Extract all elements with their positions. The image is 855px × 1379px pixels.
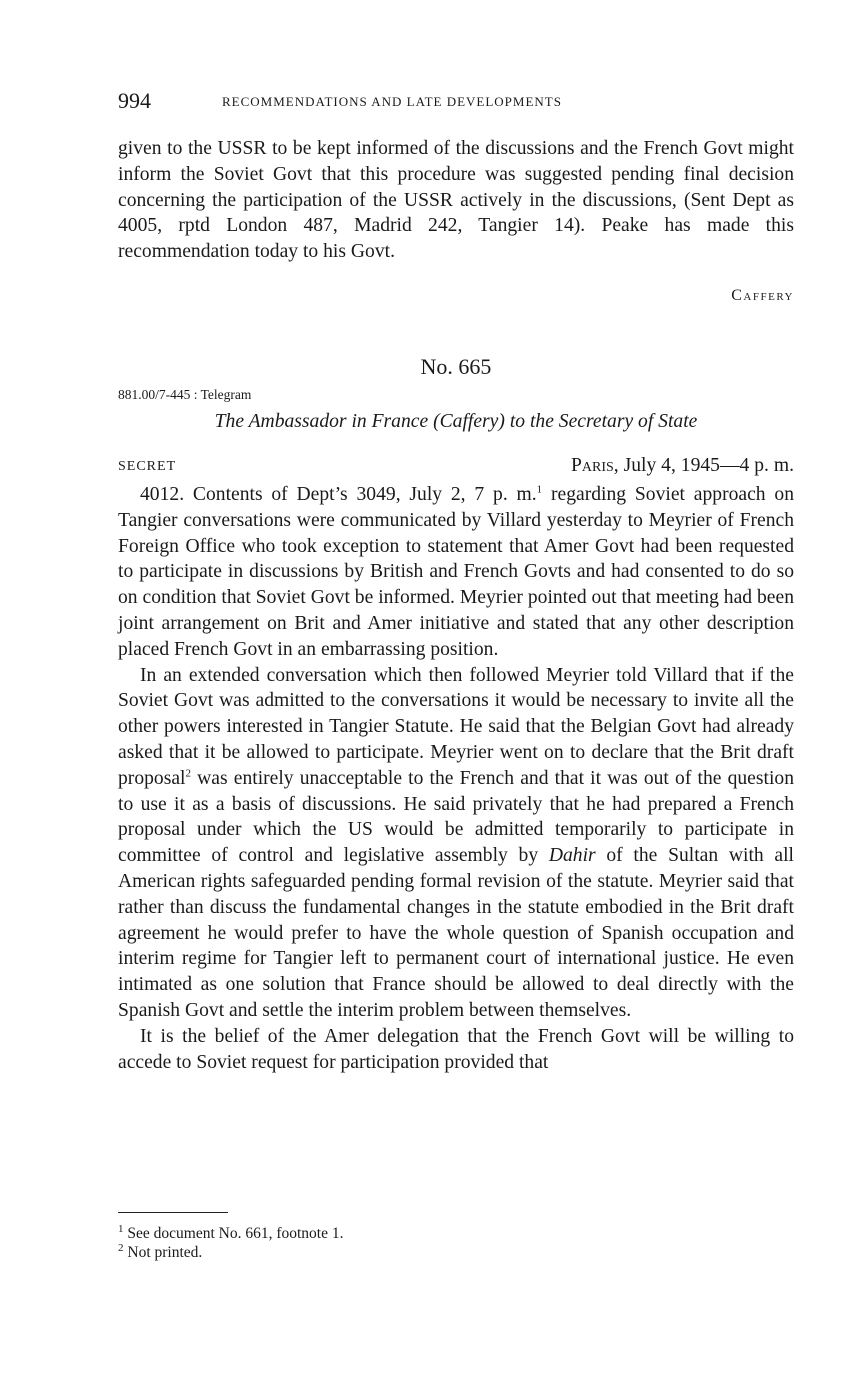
p2-text-c: of the Sultan with all American rights safeguarded pending formal revision of the statute. Meyrier said that rather than discuss the fundamental changes in the statute embodied in the Brit draft agreement he would prefer to have the whole question of Spanish occupation and interim regime for Tangier left to permanent court of international justice. He even intimated as one solution that France should be allowed to deal directly with the Spanish Govt and settle the interim problem between themselves. xyxy=(118,845,794,1021)
body-paragraph-1 xyxy=(118,482,794,663)
continued-paragraph: given to the USSR to be kept informed of the discussions and the French Govt might inform the Soviet Govt that this procedure was suggested pending final decision concerning the participation of the USSR actively in the discussions, (Sent Dept as 4005, rptd London 487, Madrid 242, Tangier 14). Peake has made this recommendation today to his Govt. xyxy=(118,138,794,263)
document-title xyxy=(118,411,794,433)
body-paragraph-3: It is the belief of the Amer delegation that the French Govt will be willing to accede to Soviet request for participation provided that xyxy=(118,1025,794,1073)
page-number: 994 xyxy=(118,88,151,113)
title-part-2: ) to the Secretary of State xyxy=(498,411,698,432)
running-head: RECOMMENDATIONS AND LATE DEVELOPMENTS xyxy=(222,94,562,109)
p2-text-b: was entirely unacceptable to the French and that it was out of the question to use it as a basis of discussions. He said privately that he had prepared a French proposal under which the US would be admitted temporarily to participate in committee of control and legislative assembly by xyxy=(118,767,794,867)
file-reference: 881.00/7-445 : Telegram xyxy=(118,387,252,402)
dateline-rest: July 4, 1945—4 p. m. xyxy=(623,455,794,476)
footnote-divider xyxy=(118,1212,228,1213)
p1-text-b: regarding Soviet approach on Tangier conversations were communicated by Villard yesterday to Meyrier of French Foreign Office who took exception to statement that Amer Govt had been requested to participate in discussions by British and French Govts and had consented to do so on condition that Soviet Govt be informed. Meyrier pointed out that meeting had been joint arrangement on Brit and Amer initiative and stated that any other description placed French Govt in an embarrassing position. xyxy=(118,484,794,660)
telegram-body xyxy=(118,482,794,1075)
p2-text-a: In an extended conversation which then followed Meyrier told Villard that if the Soviet Govt was admitted to the conversations it would be necessary to invite all the other powers interested in Tangier Statute. He said that the Belgian Govt had already asked that it be allowed to participate. Meyrier went on to declare that the Brit draft proposal xyxy=(118,664,794,789)
footnotes xyxy=(118,1224,343,1262)
footnote-2-text: Not printed. xyxy=(123,1244,203,1261)
signoff-signature: Caffery xyxy=(731,287,794,304)
p1-text-a: 4012. Contents of Dept’s 3049, July 2, 7 p. m. xyxy=(140,484,537,505)
document-number: No. 665 xyxy=(420,354,492,379)
title-name: Caffery xyxy=(439,411,499,432)
body-paragraph-2 xyxy=(118,663,794,1024)
page-header xyxy=(118,88,794,114)
footnote-2 xyxy=(118,1243,343,1262)
footnote-ref-2: 2 xyxy=(185,767,191,780)
dateline xyxy=(571,455,794,477)
dateline-place: Paris, xyxy=(571,455,619,476)
title-part-1: The Ambassador in France ( xyxy=(214,411,440,432)
footnote-1 xyxy=(118,1224,343,1243)
footnote-ref-1: 1 xyxy=(536,483,543,496)
classification-label: SECRET xyxy=(118,459,177,474)
footnote-1-text: See document No. 661, footnote 1. xyxy=(123,1225,344,1242)
p2-italic-term: Dahir xyxy=(548,845,596,867)
footnote-1-mark: 1 xyxy=(118,1222,124,1235)
footnote-2-mark: 2 xyxy=(118,1241,124,1254)
